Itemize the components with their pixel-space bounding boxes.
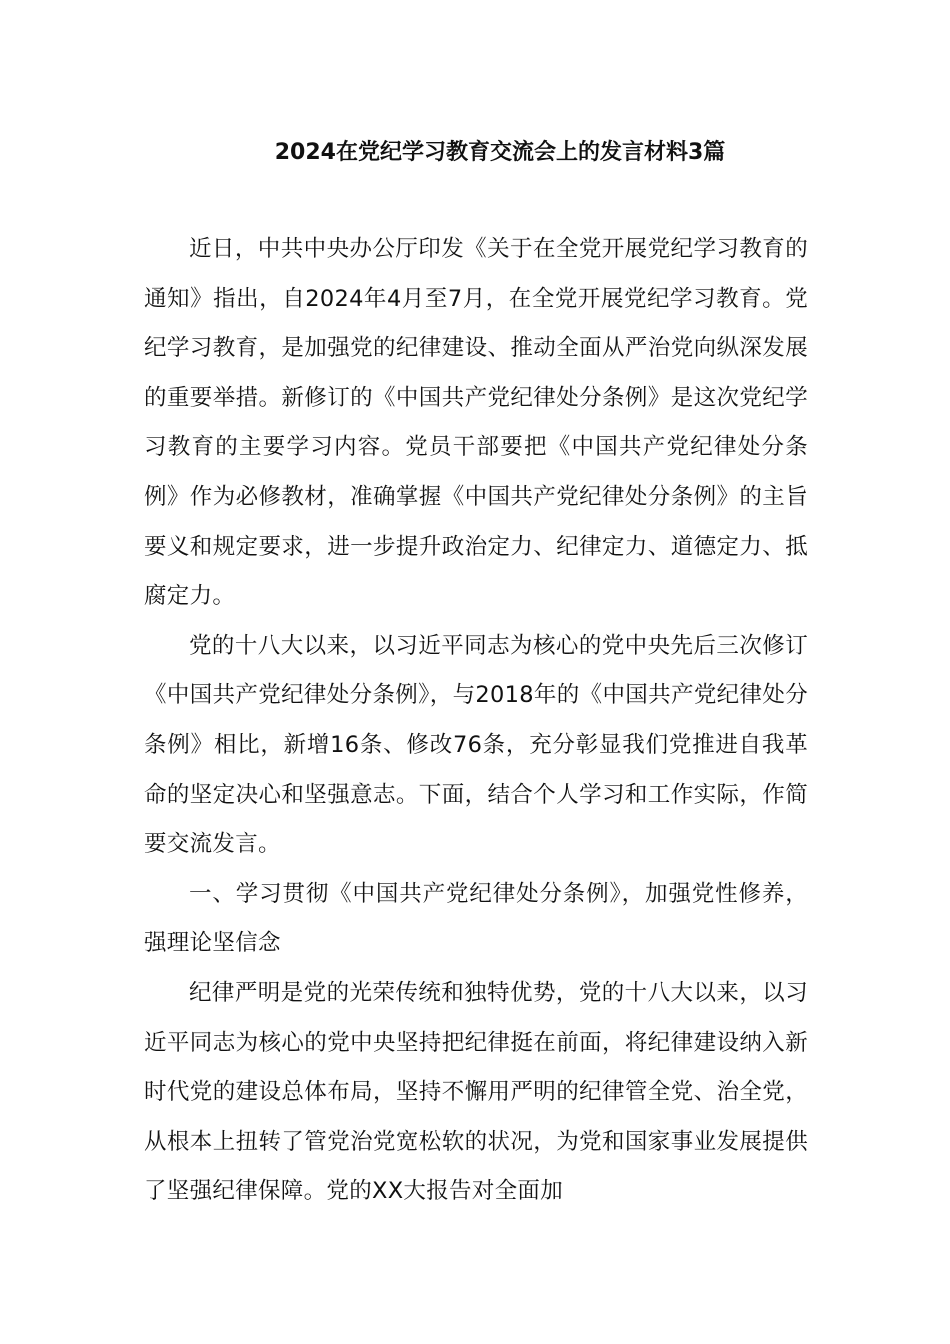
section-heading-1: 一、学习贯彻《中国共产党纪律处分条例》，加强党性修养，强理论坚信念	[144, 880, 808, 957]
document-title: 2024在党纪学习教育交流会上的发言材料3篇	[274, 140, 726, 165]
paragraph-background: 党的十八大以来，以习近平同志为核心的党中央先后三次修订《中国共产党纪律处分条例》，与2018年的《中国共产党纪律处分条例》相比，新增16条、修改76条，充分彰显我们党推进自我革命的坚定决心和坚强意志。下面，结合个人学习和工作实际，作简要交流发言。	[144, 632, 808, 858]
document-body	[144, 225, 808, 1217]
paragraph-discipline: 纪律严明是党的光荣传统和独特优势，党的十八大以来，以习近平同志为核心的党中央坚持把纪律挺在前面，将纪律建设纳入新时代党的建设总体布局，坚持不懈用严明的纪律管全党、治全党，从根本上扭转了管党治党宽松软的状况，为党和国家事业发展提供了坚强纪律保障。党的XX大报告对全面加	[144, 979, 808, 1205]
paragraph-intro: 近日，中共中央办公厅印发《关于在全党开展党纪学习教育的通知》指出，自2024年4月至7月，在全党开展党纪学习教育。党纪学习教育，是加强党的纪律建设、推动全面从严治党向纵深发展的重要举措。新修订的《中国共产党纪律处分条例》是这次党纪学习教育的主要学习内容。党员干部要把《中国共产党纪律处分条例》作为必修教材，准确掌握《中国共产党纪律处分条例》的主旨要义和规定要求，进一步提升政治定力、纪律定力、道德定力、抵腐定力。	[144, 236, 808, 610]
